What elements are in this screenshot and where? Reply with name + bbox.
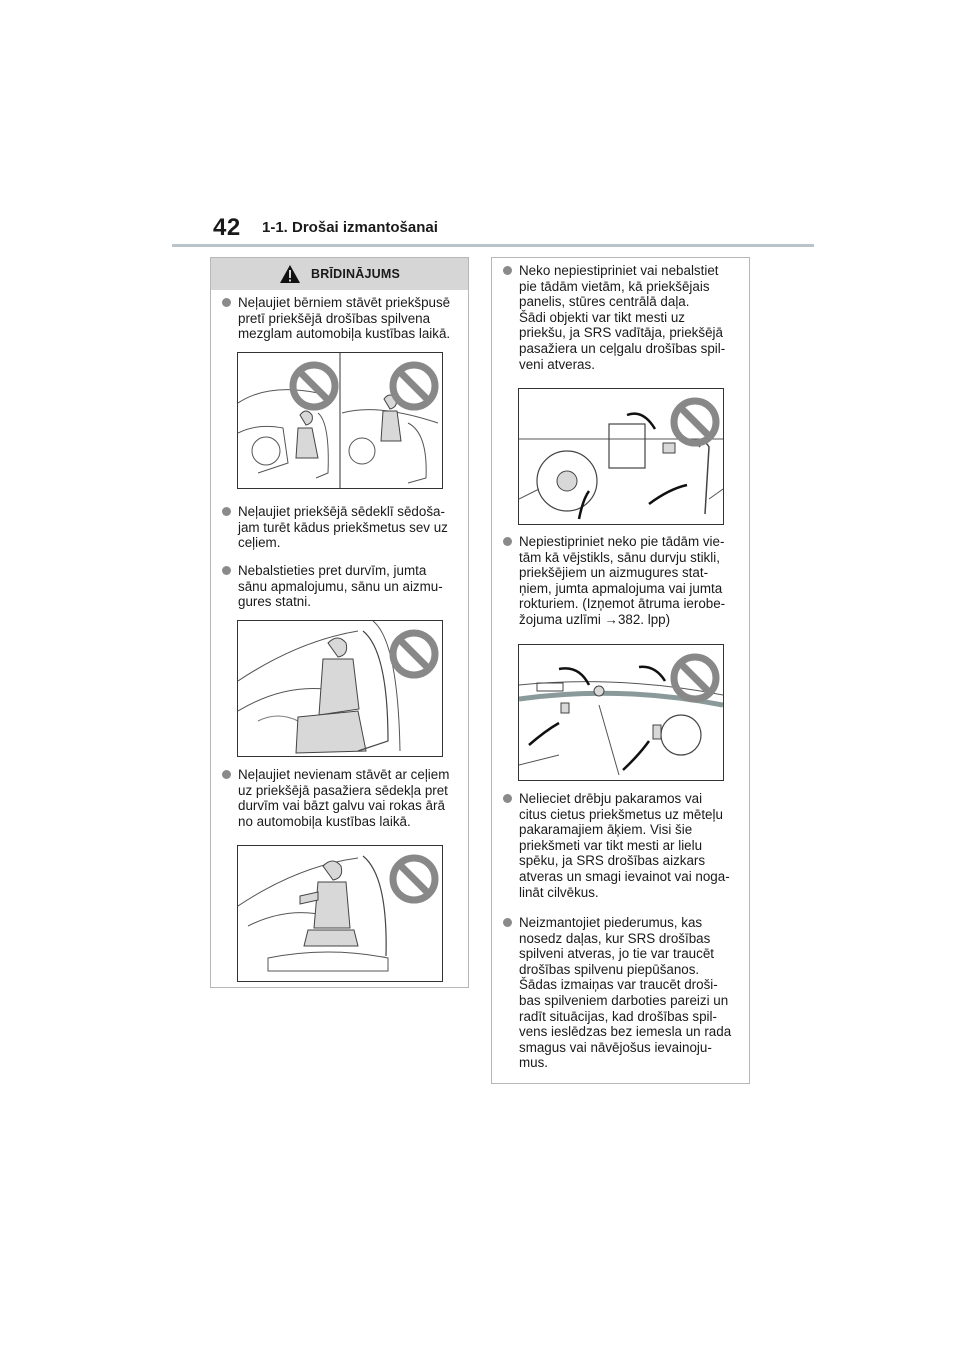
list-item: Nelieciet drēbju pakaramos vai citus cietus priekšmetus uz mēteļu pakaramajiem āķiem. Visi šie priekšmeti var tikt mesti ar lielu spēku, ja SRS drošības aizkars atveras un smagi ievainot vai noga- lināt cilvēkus. — [500, 791, 758, 900]
bullet-dot-icon — [222, 770, 231, 779]
list-item: Nebalstieties pret durvīm, jumta sānu apmalojumu, sānu un aizmu- gures statni. — [219, 563, 477, 610]
list-item: Neļaujiet priekšējā sēdeklī sēdoša- jam turēt kādus priekšmetus sev uz ceļiem. — [219, 504, 477, 551]
list-item: Neļaujiet bērniem stāvēt priekšpusē pretī priekšējā drošības spilvena mezglam automobiļa kustības laikā. — [219, 295, 477, 342]
illustration-kneeling-on-seat — [237, 845, 443, 982]
bullet-dot-icon — [503, 266, 512, 275]
bullet-dot-icon — [503, 794, 512, 803]
bullet-dot-icon — [222, 566, 231, 575]
illustration-leaning-on-door — [237, 620, 443, 757]
prohibition-sign-icon — [388, 853, 440, 905]
prohibition-sign-icon — [388, 360, 440, 412]
bullet-dot-icon — [222, 298, 231, 307]
prohibition-sign-icon — [669, 396, 721, 448]
illustration-children-front-seat — [237, 352, 443, 489]
list-item: Nepiestipriniet neko pie tādām vie- tām kā vējstikls, sānu durvju stikli, priekšējiem un aizmugures stat- ņiem, jumta apmalojuma vai jumta rokturiem. (Izņemot ātruma ierobe- žojuma uzlīmi →382. lpp) — [500, 534, 758, 628]
illustration-window-pillar-objects — [518, 644, 724, 781]
bullet-dot-icon — [503, 537, 512, 546]
illustration-dashboard-objects — [518, 388, 724, 525]
bullet-dot-icon — [503, 918, 512, 927]
bullet-dot-icon — [222, 507, 231, 516]
list-item: Neļaujiet nevienam stāvēt ar ceļiem uz priekšējā pasažiera sēdekļa pret durvīm vai bāzt galvu vai rokas ārā no automobiļa kustības laikā. — [219, 767, 477, 829]
warning-header — [211, 258, 468, 290]
prohibition-sign-icon — [288, 360, 340, 412]
warning-triangle-icon — [279, 264, 301, 284]
page-number: 42 — [213, 214, 241, 241]
warning-label: BRĪDINĀJUMS — [310, 267, 400, 281]
header-rule — [172, 244, 814, 247]
prohibition-sign-icon — [388, 628, 440, 680]
warning-box-right — [491, 257, 750, 1084]
prohibition-sign-icon — [669, 652, 721, 704]
list-item: Neizmantojiet piederumus, kas nosedz daļas, kur SRS drošības spilveni atveras, jo tie var traucēt drošības spilvenu piepūšanos. Šādas izmaiņas var traucēt droši- bas spilveniem darboties pareizi un radīt situācijas, kad drošības spil- vens ieslēdzas bez iemesla un rada smagus vai nāvējošus ievainoju- mus. — [500, 915, 758, 1071]
section-title: 1-1. Drošai izmantošanai — [262, 219, 438, 236]
list-item: Neko nepiestipriniet vai nebalstiet pie tādām vietām, kā priekšējais panelis, stūres centrālā daļa. Šādi objekti var tikt mesti uz priekšu, ja SRS vadītāja, priekšējā pasažiera un ceļgalu drošības spil- veni atveras. — [500, 263, 758, 372]
warning-box-left — [210, 257, 469, 988]
